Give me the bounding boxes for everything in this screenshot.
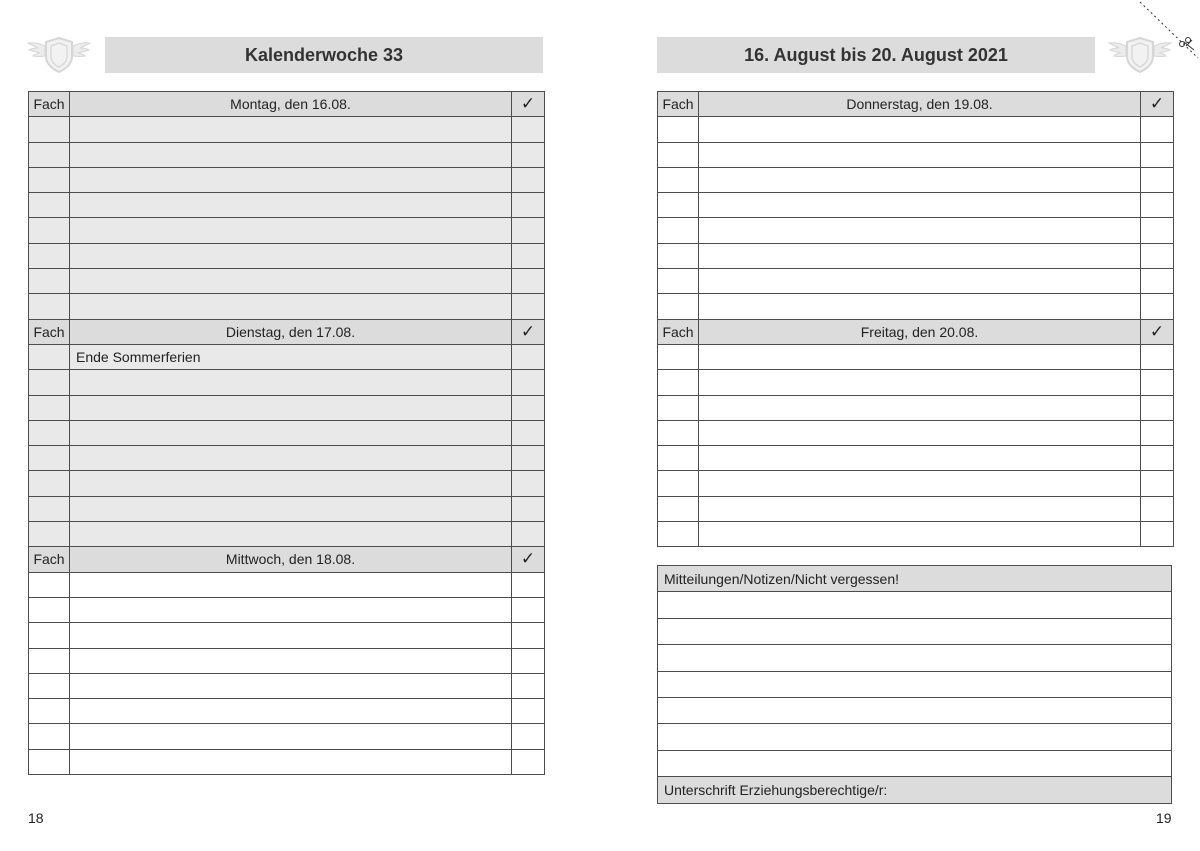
entry-row — [29, 420, 545, 445]
entry-row — [658, 269, 1174, 294]
notes-line — [658, 671, 1172, 697]
entry-cell[interactable] — [70, 749, 512, 774]
entry-cell[interactable] — [699, 269, 1141, 294]
day-label: Dienstag, den 17.08. — [70, 319, 512, 344]
entry-cell[interactable] — [70, 420, 512, 445]
fach-cell[interactable] — [658, 142, 699, 167]
day-label: Mittwoch, den 18.08. — [70, 547, 512, 572]
entry-cell[interactable] — [70, 117, 512, 142]
check-cell[interactable] — [512, 648, 545, 673]
check-cell[interactable] — [1141, 496, 1174, 521]
date-range-heading-text: 16. August bis 20. August 2021 — [744, 44, 1008, 65]
entry-cell[interactable] — [699, 117, 1141, 142]
fach-label: Fach — [29, 92, 70, 117]
entry-cell[interactable] — [699, 142, 1141, 167]
fach-cell[interactable] — [29, 673, 70, 698]
check-cell[interactable] — [512, 218, 545, 243]
entry-cell[interactable] — [699, 420, 1141, 445]
fach-cell[interactable] — [29, 699, 70, 724]
entry-cell[interactable] — [70, 699, 512, 724]
entry-row — [658, 243, 1174, 268]
check-cell[interactable] — [1141, 117, 1174, 142]
entry-cell[interactable] — [70, 522, 512, 547]
check-cell[interactable] — [512, 496, 545, 521]
checkmark-icon: ✓ — [1141, 319, 1174, 344]
entry-row — [29, 193, 545, 218]
entry-cell[interactable] — [699, 471, 1141, 496]
day-label: Donnerstag, den 19.08. — [699, 92, 1141, 117]
check-cell[interactable] — [1141, 420, 1174, 445]
check-cell[interactable] — [512, 420, 545, 445]
fach-cell[interactable] — [658, 294, 699, 319]
entry-cell[interactable] — [699, 370, 1141, 395]
entry-row — [29, 446, 545, 471]
entry-cell[interactable] — [70, 269, 512, 294]
entry-cell[interactable] — [70, 446, 512, 471]
entry-row — [29, 167, 545, 192]
fach-cell[interactable] — [658, 269, 699, 294]
entry-row — [658, 522, 1174, 547]
entry-row — [29, 269, 545, 294]
fach-cell[interactable] — [658, 218, 699, 243]
entry-row — [29, 699, 545, 724]
check-cell[interactable] — [1141, 142, 1174, 167]
fach-cell[interactable] — [29, 370, 70, 395]
signature-row — [658, 777, 1172, 803]
check-cell[interactable] — [512, 167, 545, 192]
fach-cell[interactable] — [29, 496, 70, 521]
check-cell[interactable] — [512, 724, 545, 749]
fach-cell[interactable] — [658, 446, 699, 471]
fach-cell[interactable] — [29, 167, 70, 192]
fach-cell[interactable] — [658, 395, 699, 420]
fach-cell[interactable] — [658, 193, 699, 218]
entry-row — [29, 294, 545, 319]
fach-cell[interactable] — [658, 370, 699, 395]
day-header-row — [658, 319, 1174, 344]
check-cell[interactable] — [1141, 446, 1174, 471]
entry-row — [29, 218, 545, 243]
entry-row — [658, 344, 1174, 369]
entry-cell[interactable] — [70, 623, 512, 648]
entry-cell[interactable] — [699, 167, 1141, 192]
check-cell[interactable] — [512, 699, 545, 724]
fach-cell[interactable] — [29, 117, 70, 142]
check-cell[interactable] — [512, 572, 545, 597]
notes-line — [658, 592, 1172, 618]
entry-row — [658, 395, 1174, 420]
notes-line-cell[interactable] — [658, 618, 1172, 644]
checkmark-icon: ✓ — [512, 319, 545, 344]
fach-cell[interactable] — [29, 344, 70, 369]
entry-cell[interactable] — [699, 496, 1141, 521]
check-cell[interactable] — [512, 395, 545, 420]
entry-cell[interactable] — [70, 370, 512, 395]
entry-cell[interactable] — [70, 648, 512, 673]
fach-cell[interactable] — [29, 395, 70, 420]
check-cell[interactable] — [1141, 167, 1174, 192]
entry-row — [29, 496, 545, 521]
entry-row — [29, 597, 545, 622]
notes-line-cell[interactable] — [658, 671, 1172, 697]
checkmark-icon: ✓ — [512, 547, 545, 572]
entry-cell[interactable] — [699, 446, 1141, 471]
entry-row — [29, 117, 545, 142]
check-cell[interactable] — [512, 142, 545, 167]
fach-cell[interactable] — [29, 572, 70, 597]
check-cell[interactable] — [512, 623, 545, 648]
fach-cell[interactable] — [658, 167, 699, 192]
check-cell[interactable] — [1141, 294, 1174, 319]
entry-row — [29, 749, 545, 774]
fach-cell[interactable] — [29, 294, 70, 319]
checkmark-icon: ✓ — [1141, 92, 1174, 117]
fach-label: Fach — [29, 319, 70, 344]
fach-cell[interactable] — [29, 597, 70, 622]
entry-cell[interactable] — [699, 294, 1141, 319]
entry-row — [29, 370, 545, 395]
fach-cell[interactable] — [658, 420, 699, 445]
right-day-table — [657, 91, 1174, 547]
notes-line-cell[interactable] — [658, 645, 1172, 671]
check-cell[interactable] — [512, 370, 545, 395]
notes-line-cell[interactable] — [658, 724, 1172, 750]
fach-cell[interactable] — [658, 496, 699, 521]
notes-label: Mitteilungen/Notizen/Nicht vergessen! — [658, 566, 1172, 592]
fach-cell[interactable] — [29, 648, 70, 673]
fach-cell[interactable] — [658, 344, 699, 369]
entry-row — [658, 193, 1174, 218]
fach-cell[interactable] — [29, 446, 70, 471]
check-cell[interactable] — [1141, 370, 1174, 395]
day-header-row — [29, 547, 545, 572]
fach-cell[interactable] — [658, 117, 699, 142]
notes-table — [657, 565, 1172, 804]
fach-cell[interactable] — [29, 724, 70, 749]
fach-cell[interactable] — [29, 471, 70, 496]
page-number-left: 18 — [28, 810, 44, 826]
fach-cell[interactable] — [29, 522, 70, 547]
notes-line-cell[interactable] — [658, 697, 1172, 723]
check-cell[interactable] — [512, 117, 545, 142]
entry-cell[interactable] — [70, 471, 512, 496]
check-cell[interactable] — [1141, 218, 1174, 243]
winged-shield-icon — [26, 34, 92, 74]
entry-row — [29, 471, 545, 496]
fach-cell[interactable] — [29, 623, 70, 648]
fach-cell[interactable] — [29, 218, 70, 243]
entry-row — [29, 623, 545, 648]
entry-cell[interactable] — [699, 243, 1141, 268]
entry-row — [658, 142, 1174, 167]
fach-cell[interactable] — [658, 522, 699, 547]
entry-row — [658, 167, 1174, 192]
entry-row — [29, 724, 545, 749]
entry-row — [658, 370, 1174, 395]
entry-cell[interactable] — [70, 243, 512, 268]
entry-cell[interactable] — [70, 193, 512, 218]
day-label: Montag, den 16.08. — [70, 92, 512, 117]
check-cell[interactable] — [1141, 269, 1174, 294]
notes-header-row — [658, 566, 1172, 592]
fach-cell[interactable] — [658, 243, 699, 268]
fach-cell[interactable] — [29, 420, 70, 445]
check-cell[interactable] — [512, 597, 545, 622]
entry-row — [29, 344, 545, 369]
day-header-row — [29, 319, 545, 344]
checkmark-icon: ✓ — [512, 92, 545, 117]
week-heading — [105, 37, 543, 73]
check-cell[interactable] — [1141, 243, 1174, 268]
day-label: Freitag, den 20.08. — [699, 319, 1141, 344]
entry-cell[interactable] — [70, 218, 512, 243]
fach-cell[interactable] — [29, 193, 70, 218]
notes-line-cell[interactable] — [658, 592, 1172, 618]
fach-label: Fach — [29, 547, 70, 572]
fach-cell[interactable] — [29, 749, 70, 774]
entry-cell[interactable] — [699, 193, 1141, 218]
date-range-heading — [657, 37, 1095, 73]
entry-cell[interactable]: Ende Sommerferien — [70, 344, 512, 369]
entry-cell[interactable] — [70, 496, 512, 521]
notes-line — [658, 618, 1172, 644]
entry-row — [658, 117, 1174, 142]
fach-cell[interactable] — [29, 142, 70, 167]
entry-cell[interactable] — [70, 597, 512, 622]
day-header-row — [29, 92, 545, 117]
entry-row — [29, 142, 545, 167]
entry-row — [29, 395, 545, 420]
entry-row — [29, 243, 545, 268]
check-cell[interactable] — [512, 471, 545, 496]
entry-cell[interactable] — [70, 673, 512, 698]
notes-line — [658, 697, 1172, 723]
entry-cell[interactable] — [70, 294, 512, 319]
check-cell[interactable] — [1141, 395, 1174, 420]
scissors-icon — [1138, 0, 1200, 60]
notes-line-cell[interactable] — [658, 750, 1172, 776]
fach-cell[interactable] — [658, 471, 699, 496]
check-cell[interactable] — [1141, 471, 1174, 496]
check-cell[interactable] — [512, 749, 545, 774]
check-cell[interactable] — [512, 446, 545, 471]
entry-row — [29, 673, 545, 698]
left-day-table — [28, 91, 545, 775]
day-header-row — [658, 92, 1174, 117]
check-cell[interactable] — [512, 294, 545, 319]
entry-cell[interactable] — [70, 395, 512, 420]
entry-cell[interactable] — [699, 218, 1141, 243]
entry-row — [658, 218, 1174, 243]
entry-cell[interactable] — [699, 395, 1141, 420]
entry-row — [658, 420, 1174, 445]
entry-row — [658, 294, 1174, 319]
fach-label: Fach — [658, 319, 699, 344]
check-cell[interactable] — [512, 522, 545, 547]
fach-cell[interactable] — [29, 269, 70, 294]
fach-label: Fach — [658, 92, 699, 117]
entry-row — [658, 446, 1174, 471]
check-cell[interactable] — [512, 193, 545, 218]
entry-row — [658, 471, 1174, 496]
check-cell[interactable] — [512, 269, 545, 294]
check-cell[interactable] — [512, 673, 545, 698]
notes-line — [658, 645, 1172, 671]
entry-cell[interactable] — [70, 142, 512, 167]
entry-cell[interactable] — [70, 167, 512, 192]
entry-cell[interactable] — [699, 344, 1141, 369]
entry-cell[interactable] — [699, 522, 1141, 547]
entry-row — [29, 648, 545, 673]
check-cell[interactable] — [512, 344, 545, 369]
check-cell[interactable] — [1141, 522, 1174, 547]
check-cell[interactable] — [1141, 344, 1174, 369]
fach-cell[interactable] — [29, 243, 70, 268]
entry-row — [29, 572, 545, 597]
week-heading-text: Kalenderwoche 33 — [244, 44, 404, 65]
notes-line — [658, 724, 1172, 750]
entry-row — [29, 522, 545, 547]
check-cell[interactable] — [1141, 193, 1174, 218]
page-number-right: 19 — [1156, 810, 1172, 826]
signature-label[interactable]: Unterschrift Erziehungsberechtige/r: — [658, 777, 1172, 803]
entry-row — [658, 496, 1174, 521]
entry-cell[interactable] — [70, 724, 512, 749]
check-cell[interactable] — [512, 243, 545, 268]
notes-line — [658, 750, 1172, 776]
entry-cell[interactable] — [70, 572, 512, 597]
